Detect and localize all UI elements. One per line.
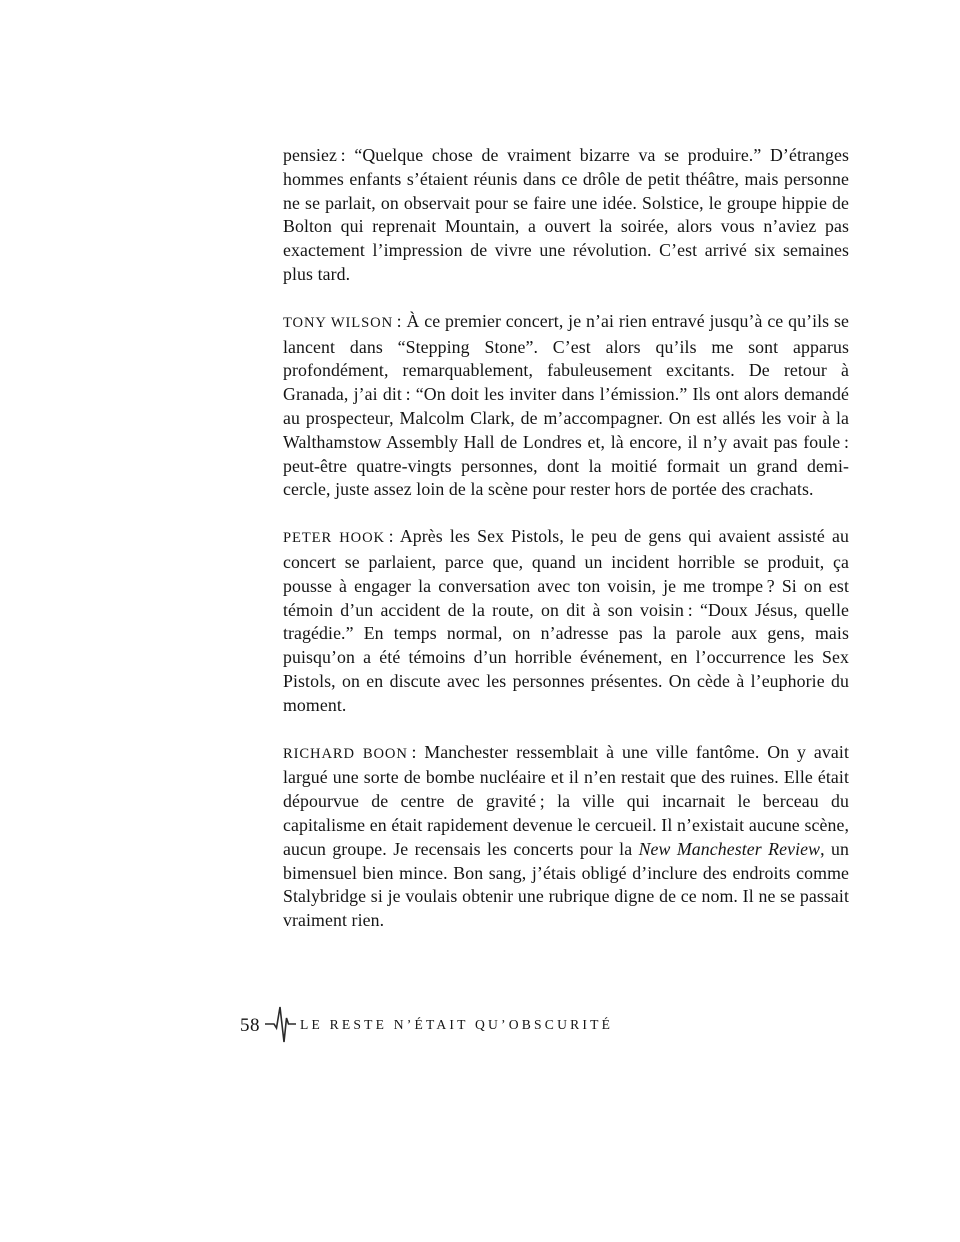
- paragraph-text: , un bimensuel bien mince. Bon sang, j’étais obligé d’inclure des endroits comme Stalybridge si je voulais obtenir une rubrique digne de ce nom. Il ne se passait vraiment rien.: [283, 838, 849, 931]
- speaker-label-tony-wilson: TONY WILSON: [283, 314, 394, 331]
- text-column: [283, 144, 849, 933]
- page-number: 58: [240, 1015, 260, 1036]
- paragraph-text: Manchester ressemblait à une ville fantôme. On y avait largué une sorte de bombe nucléaire et il n’en restait que des ruines. Elle était dépourvue de centre de gravité ; la ville qui incarnait le berceau du capitalisme en était rapidement devenue le cercueil. Il n’existait aucune scène, aucun groupe. Je recensais les concerts pour la: [283, 741, 849, 859]
- heartbeat-ornament-icon: [263, 1002, 299, 1046]
- paragraph-text: pensiez : “Quelque chose de vraiment bizarre va se produire.” D’étranges hommes enfants s’étaient réunis dans ce drôle de petit théâtre, mais personne ne se parlait, on observait pour se faire une idée. Solstice, le groupe hippie de Bolton qui reprenait Mountain, a ouvert la soirée, alors vous n’aviez pas exactement l’impression de vivre une révolution. C’est arrivé six semaines plus tard.: [283, 145, 849, 284]
- speaker-separator: :: [407, 741, 425, 762]
- speaker-label-peter-hook: PETER HOOK: [283, 530, 385, 547]
- page-footer: [240, 1002, 613, 1046]
- running-title: LE RESTE N’ÉTAIT QU’OBSCURITÉ: [300, 1017, 614, 1032]
- paragraph-text: Après les Sex Pistols, le peu de gens qui avaient assisté au concert se parlaient, parce que, quand un incident horrible se produit, ça pousse à engager la conversation avec ton voisin, je me trompe ? Si on est témoin d’un accident de la route, on dit à son voisin : “Doux Jésus, quelle tragédie.” En temps normal, on n’adresse pas la parole aux gens, mais puisqu’on a été témoins d’un horrible événement, en l’occurrence les Sex Pistols, on en discute avec les personnes présentes. On cède à l’euphorie du moment.: [283, 526, 849, 715]
- speaker-label-richard-boon: RICHARD BOON: [283, 745, 408, 762]
- paragraph-text: À ce premier concert, je n’ai rien entravé jusqu’à ce qu’ils se lancent dans “Stepping Stone”. C’est alors qu’ils me sont apparus profondément, remarquablement, fabuleusement excitants. De retour à Granada, j’ai dit : “On doit les inviter dans l’émission.” Ils ont alors demandé au prospecteur, Malcolm Clark, de m’accompagner. On est allés les voir à la Walthamstow Assembly Hall de Londres et, là encore, il n’y avait pas foule : peut-être quatre-vingts personnes, dont la moitié formait un grand demi-cercle, juste assez loin de la scène pour rester hors de portée des crachats.: [283, 310, 849, 500]
- body-paragraph-peter-hook: [283, 525, 849, 717]
- body-paragraph-tony-wilson: [283, 310, 849, 502]
- periodical-title-italic: New Manchester Review: [638, 838, 821, 859]
- speaker-separator: :: [384, 526, 400, 547]
- speaker-separator: :: [393, 310, 407, 331]
- body-paragraph-continuation: [283, 144, 849, 287]
- body-paragraph-richard-boon: [283, 741, 849, 933]
